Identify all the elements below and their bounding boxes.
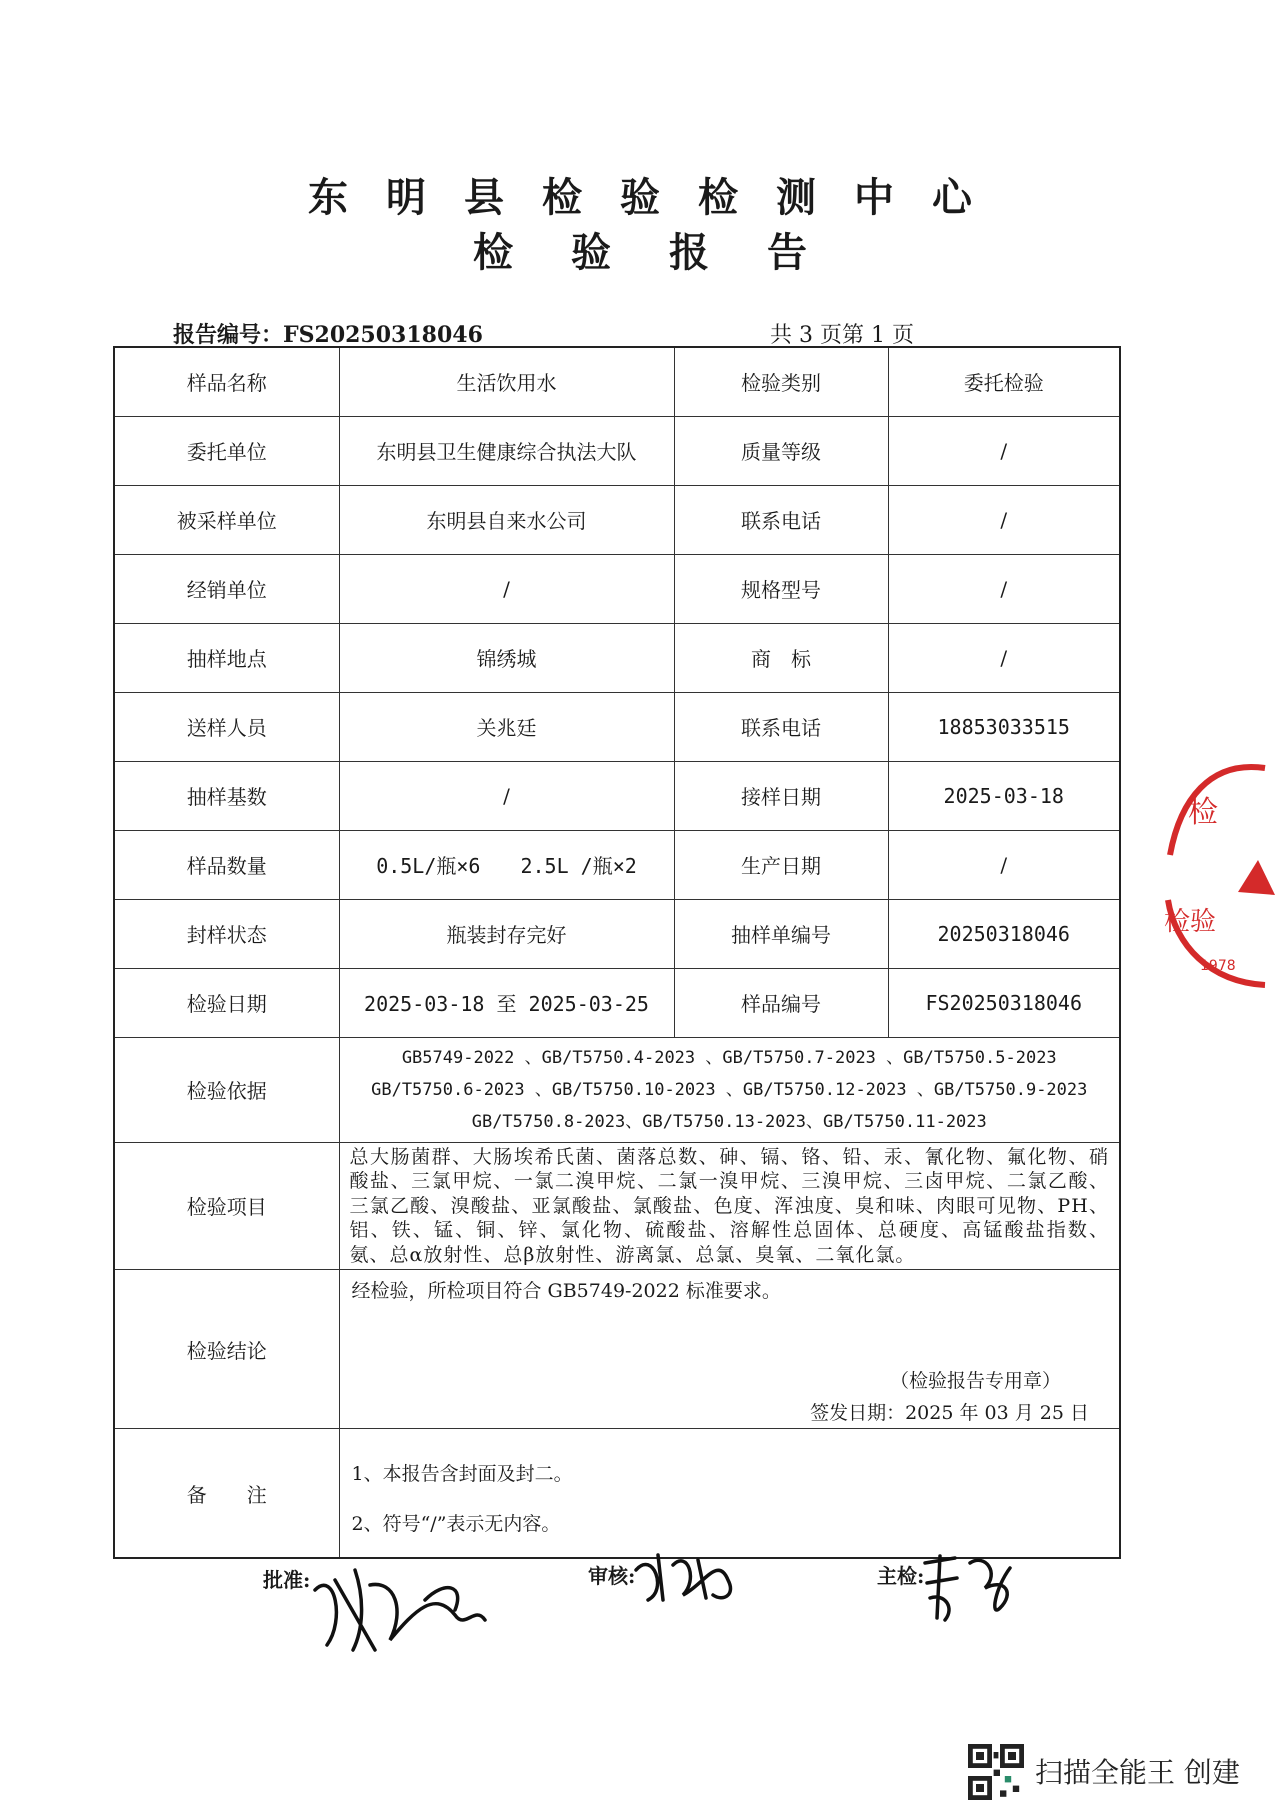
items-row (114, 1142, 1120, 1270)
info-row (114, 416, 1120, 485)
stamp-text: 检 (1188, 795, 1218, 830)
conclusion-cell (339, 1270, 1120, 1429)
official-seal-stamp (1150, 760, 1280, 990)
review-label: 审核: (588, 1564, 636, 1588)
info-row (114, 830, 1120, 899)
info-row (114, 692, 1120, 761)
field-label: 抽样地点 (114, 623, 339, 692)
review-signature (628, 1540, 748, 1610)
field-label: 检验日期 (114, 968, 339, 1037)
conclusion-text: 经检验，所检项目符合 GB5749-2022 标准要求。 (351, 1280, 781, 1302)
field-label: 联系电话 (674, 485, 888, 554)
field-label: 接样日期 (674, 761, 888, 830)
seal-note: （检验报告专用章） (889, 1370, 1061, 1392)
approve-label: 批准: (263, 1568, 311, 1592)
info-row (114, 554, 1120, 623)
field-label: 被采样单位 (114, 485, 339, 554)
field-label: 委托单位 (114, 416, 339, 485)
field-value: 东明县卫生健康综合执法大队 (339, 416, 674, 485)
qr-code-icon (968, 1744, 1024, 1800)
info-row (114, 761, 1120, 830)
field-value: 瓶装封存完好 (339, 899, 674, 968)
stamp-text: 检验 (1164, 907, 1217, 937)
field-value: 关兆廷 (339, 692, 674, 761)
page-count: 共 3 页第 1 页 (770, 323, 914, 348)
field-label: 经销单位 (114, 554, 339, 623)
field-value: 东明县自来水公司 (339, 485, 674, 554)
field-value: / (888, 623, 1120, 692)
approve-signature (305, 1550, 495, 1660)
field-value: 生活饮用水 (339, 347, 674, 416)
field-value: 锦绣城 (339, 623, 674, 692)
note-item: 1、本报告含封面及封二。 (351, 1463, 573, 1485)
report-number: 报告编号：FS20250318046 (173, 322, 483, 348)
conclusion-label: 检验结论 (114, 1270, 339, 1429)
issue-date: 签发日期：2025 年 03 月 25 日 (810, 1402, 1089, 1424)
field-value: / (888, 830, 1120, 899)
items-label: 检验项目 (114, 1142, 339, 1270)
stamp-year: 1978 (1200, 958, 1236, 974)
field-value: / (888, 485, 1120, 554)
basis-line: GB/T5750.6-2023 、GB/T5750.10-2023 、GB/T5750.12-2023 、GB/T5750.9-2023 (371, 1079, 1088, 1100)
field-value: 委托检验 (888, 347, 1120, 416)
field-label: 抽样基数 (114, 761, 339, 830)
field-value: / (339, 554, 674, 623)
basis-line: GB/T5750.8-2023、GB/T5750.13-2023、GB/T5750.11-2023 (471, 1111, 987, 1132)
info-row (114, 485, 1120, 554)
note-item: 2、符号“/”表示无内容。 (351, 1513, 561, 1535)
info-row (114, 968, 1120, 1037)
chief-signature (915, 1548, 1025, 1628)
field-label: 抽样单编号 (674, 899, 888, 968)
basis-label: 检验依据 (114, 1037, 339, 1142)
field-label: 样品编号 (674, 968, 888, 1037)
field-label: 商 标 (674, 623, 888, 692)
chief-label: 主检: (877, 1564, 925, 1588)
field-value: / (339, 761, 674, 830)
field-value: 2025-03-18 至 2025-03-25 (339, 968, 674, 1037)
basis-line: GB5749-2022 、GB/T5750.4-2023 、GB/T5750.7-2023 、GB/T5750.5-2023 (401, 1047, 1057, 1068)
field-value: 18853033515 (888, 692, 1120, 761)
field-label: 质量等级 (674, 416, 888, 485)
field-label: 封样状态 (114, 899, 339, 968)
report-table (113, 346, 1121, 1559)
field-label: 生产日期 (674, 830, 888, 899)
scanner-watermark: 扫描全能王 创建 (1035, 1756, 1240, 1789)
notes-label: 备 注 (114, 1429, 339, 1559)
field-label: 检验类别 (674, 347, 888, 416)
basis-value (339, 1037, 1120, 1142)
info-row (114, 623, 1120, 692)
field-label: 联系电话 (674, 692, 888, 761)
field-label: 样品名称 (114, 347, 339, 416)
org-title: 东明县检验检测中心 (308, 174, 1010, 221)
field-value: FS20250318046 (888, 968, 1120, 1037)
basis-row (114, 1037, 1120, 1142)
report-title: 检验报告 (473, 229, 865, 276)
notes-cell (339, 1429, 1120, 1559)
conclusion-row (114, 1270, 1120, 1429)
field-value: 2025-03-18 (888, 761, 1120, 830)
field-value: 0.5L/瓶×6 2.5L /瓶×2 (339, 830, 674, 899)
field-value: / (888, 554, 1120, 623)
field-value: 20250318046 (888, 899, 1120, 968)
info-rows (114, 347, 1120, 1037)
star-icon (1238, 860, 1275, 895)
field-label: 规格型号 (674, 554, 888, 623)
info-row (114, 347, 1120, 416)
field-value: / (888, 416, 1120, 485)
field-label: 样品数量 (114, 830, 339, 899)
items-text: 总大肠菌群、大肠埃希氏菌、菌落总数、砷、镉、铬、铅、汞、氰化物、氟化物、硝酸盐、三氯甲烷、一氯二溴甲烷、二氯一溴甲烷、三溴甲烷、三卤甲烷、二氯乙酸、三氯乙酸、溴酸盐、亚氯酸盐、氯酸盐、色度、浑浊度、臭和味、肉眼可见物、PH、铝、铁、锰、铜、锌、氯化物、硫酸盐、溶解性总固体、总硬度、高锰酸盐指数、氨、总α放射性、总β放射性、游离氯、总氯、臭氧、二氧化氯。 (349, 1145, 1109, 1266)
field-label: 送样人员 (114, 692, 339, 761)
info-row (114, 899, 1120, 968)
notes-row (114, 1429, 1120, 1559)
